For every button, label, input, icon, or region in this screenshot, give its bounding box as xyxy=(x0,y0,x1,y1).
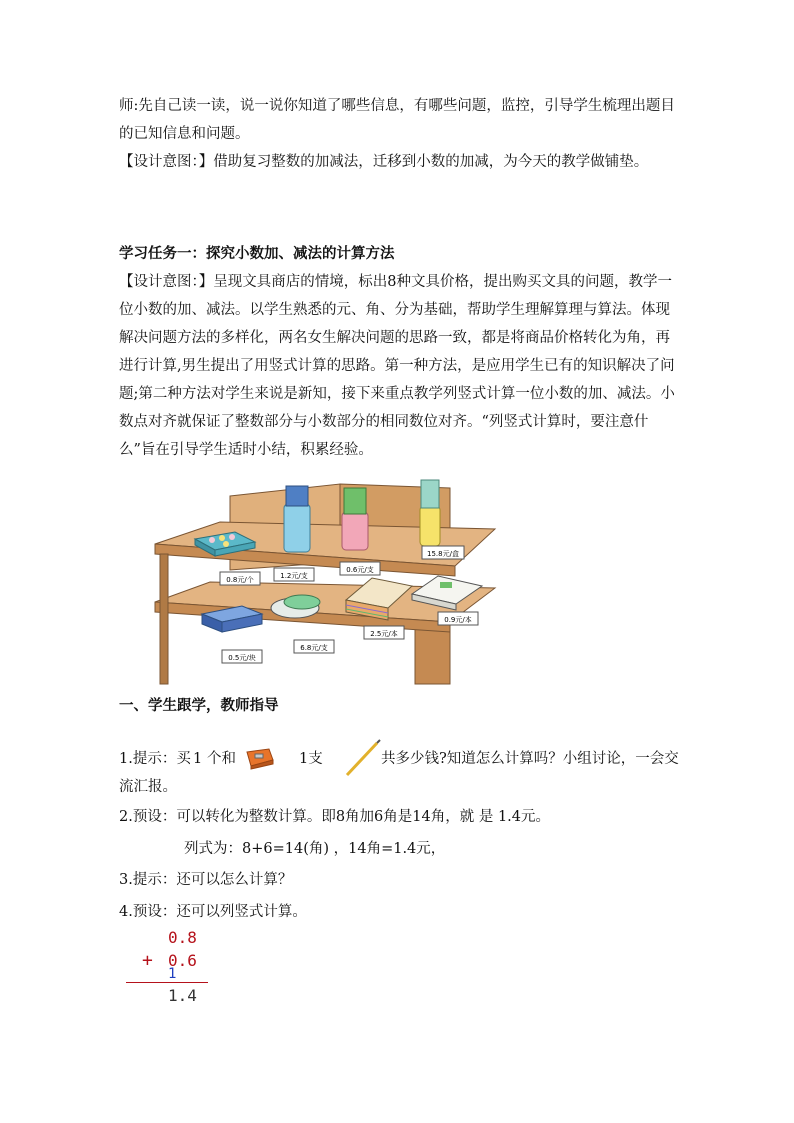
tip-1-continuation: 流汇报。 xyxy=(119,779,177,795)
marker-jar xyxy=(420,480,440,546)
section-heading: 一、学生跟学，教师指导 xyxy=(119,698,279,714)
teacher-paragraph: 师:先自己读一读，说一说你知道了哪些信息，有哪些问题，监控，引导学生梳理出题目的已知信息和问题。 xyxy=(119,98,675,142)
sum-result: 1.4 xyxy=(168,986,197,1005)
green-pencil-cup xyxy=(342,488,368,550)
tip-1-line xyxy=(119,745,679,773)
tip-3: 3.提示：还可以怎么计算？ xyxy=(119,872,293,888)
tip-1-pencil-quantity: 1支 xyxy=(299,751,323,767)
price-tag-green-pencils xyxy=(340,562,380,575)
plus-sign: + xyxy=(142,950,153,971)
design-intent-2: 【设计意图：】呈现文具商店的情境，标出8种文具价格，提出购买文具的问题，教学一位小数的加、减法。以学生熟悉的元、角、分为基础，帮助学生理解算理与算法。体现解决问题方法的多样化，两名女生解决问题的思路一致，都是将商品价格转化为角，再进行计算,男生提出了用竖式计算的思路。第一种方法，是应用学生已有的知识解决了问题;第二种方法对学生来说是新知，接下来重点教学列竖式计算一位小数的加、减法。小数点对齐就保证了整数部分与小数部分的相同数位对齐。“列竖式计算时，要注意什么”旨在引导学生适时小结，积累经验。 xyxy=(119,274,675,458)
formula-line: 列式为：8+6=14(角) ，14角=1.4元， xyxy=(184,841,446,857)
price-tag-notebooks xyxy=(364,626,404,639)
sum-rule xyxy=(126,982,208,983)
tip-1-quantity: 1 xyxy=(193,751,203,767)
price-tag-pencil-case xyxy=(294,640,334,653)
price-tag-book xyxy=(438,612,478,625)
vertical-calculation xyxy=(118,926,218,1006)
price-tag-blue-pencils xyxy=(274,568,314,581)
tip-1-prefix: 1.提示：买 xyxy=(119,751,191,767)
preset-4: 4.预设：还可以列竖式计算。 xyxy=(119,904,307,920)
design-intent-1: 【设计意图：】借助复习整数的加减法，迁移到小数的加减，为今天的教学做铺垫。 xyxy=(119,154,649,170)
svg-text:0.8元/个: 0.8元/个 xyxy=(226,576,254,584)
svg-text:0.5元/块: 0.5元/块 xyxy=(228,654,256,662)
price-tag-marker-set xyxy=(422,546,464,559)
carry-digit: 1 xyxy=(168,966,177,982)
svg-text:1.2元/支: 1.2元/支 xyxy=(280,572,308,580)
addend-top: 0.8 xyxy=(168,928,197,947)
svg-text:15.8元/盒: 15.8元/盒 xyxy=(427,550,459,558)
addend-bottom: 0.6 xyxy=(168,951,197,970)
tip-1-question: 共多少钱?知道怎么计算吗？小组讨论，一会交 xyxy=(381,751,679,767)
price-tag-grid-block xyxy=(222,650,262,663)
stationery-shelf-illustration xyxy=(150,474,500,689)
pencil-sharpener-icon xyxy=(243,746,277,770)
svg-text:6.8元/支: 6.8元/支 xyxy=(300,644,328,652)
task-title: 学习任务一：探究小数加、减法的计算方法 xyxy=(119,246,395,262)
preset-2: 2.预设：可以转化为整数计算。即8角加6角是14角，就 是 1.4元。 xyxy=(119,809,551,825)
tip-1-item-word: 个和 xyxy=(207,751,236,767)
blue-pencil-cup xyxy=(284,486,310,552)
price-tag-eraser-box xyxy=(220,572,260,585)
svg-text:2.5元/本: 2.5元/本 xyxy=(370,630,398,638)
svg-text:0.9元/本: 0.9元/本 xyxy=(444,616,472,624)
svg-text:0.6元/支: 0.6元/支 xyxy=(346,566,374,574)
